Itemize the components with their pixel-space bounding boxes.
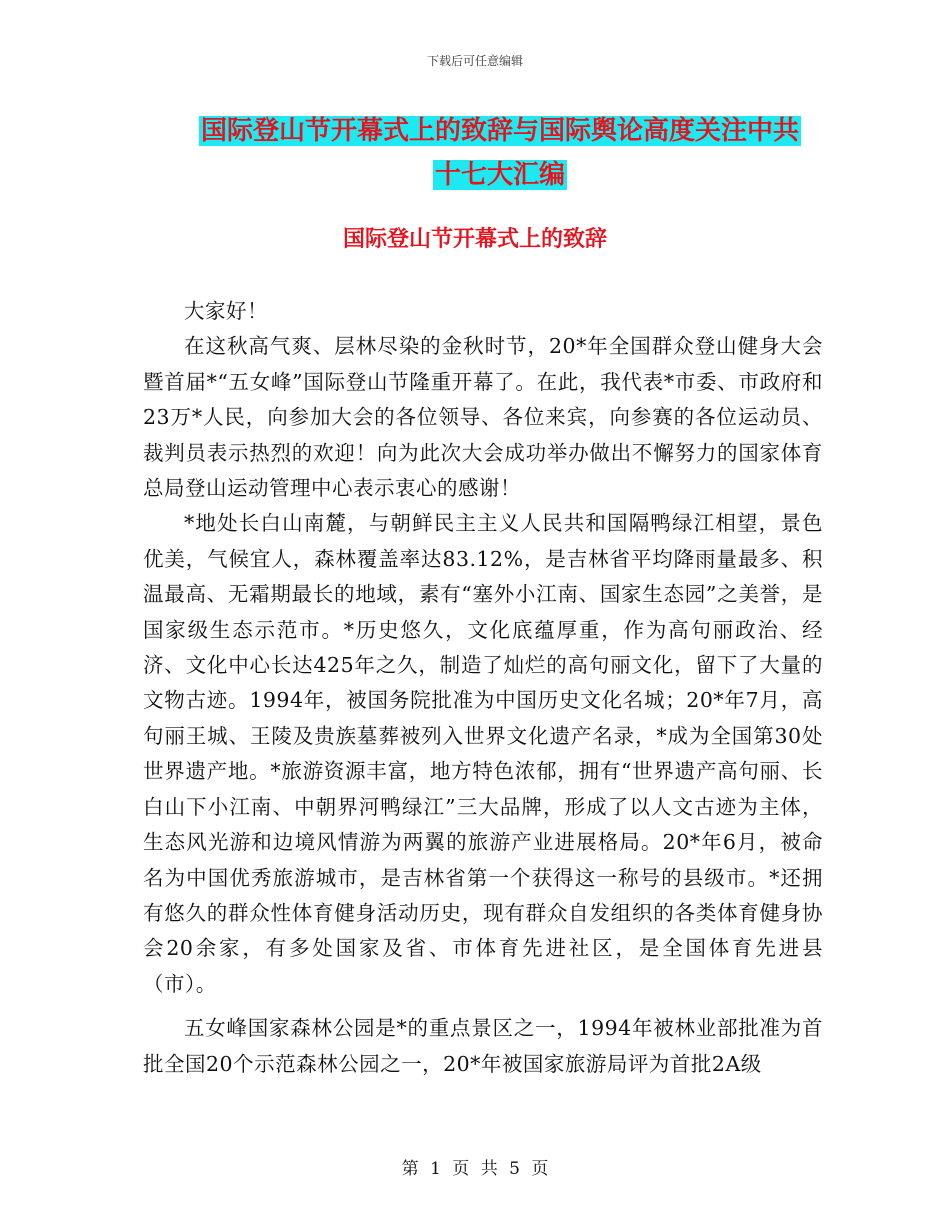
section-title: 国际登山节开幕式上的致辞: [342, 226, 607, 252]
greeting-paragraph: 大家好！: [184, 299, 268, 323]
document-title-line-2: 十七大汇编: [434, 160, 565, 190]
document-title-line-1: 国际登山节开幕式上的致辞与国际舆论高度关注中共: [200, 116, 799, 146]
document-title: [190, 109, 810, 197]
page-number: 第 1 页 共 5 页: [401, 1159, 549, 1179]
document-body: [143, 294, 823, 1082]
park-paragraph: 五女峰国家森林公园是*的重点景区之一，1994年被林业部批准为首批全国20个示范森林公园之一，20*年被国家旅游局评为首批2A级: [143, 1016, 823, 1076]
header-note: 下载后可任意编辑: [426, 54, 523, 68]
opening-paragraph: 在这秋高气爽、层林尽染的金秋时节，20*年全国群众登山健身大会暨首届*“五女峰”国际登山节隆重开幕了。在此，我代表*市委、市政府和23万*人民，向参加大会的各位领导、各位来宾，向参赛的各位运动员、裁判员表示热烈的欢迎！向为此次大会成功举办做出不懈努力的国家体育总局登山运动管理中心表示衷心的感谢！: [143, 334, 823, 501]
city-intro-paragraph: *地处长白山南麓，与朝鲜民主主义人民共和国隔鸭绿江相望，景色优美，气候宜人，森林覆盖率达83.12%，是吉林省平均降雨量最多、积温最高、无霜期最长的地域，素有“塞外小江南、国家生态园”之美誉，是国家级生态示范市。*历史悠久，文化底蕴厚重，作为高句丽政治、经济、文化中心长达425年之久，制造了灿烂的高句丽文化，留下了大量的文物古迹。1994年，被国务院批准为中国历史文化名城；20*年7月，高句丽王城、王陵及贵族墓葬被列入世界文化遗产名录，*成为全国第30处世界遗产地。*旅游资源丰富，地方特色浓郁，拥有“世界遗产高句丽、长白山下小江南、中朝界河鸭绿江”三大品牌，形成了以人文古迹为主体，生态风光游和边境风情游为两翼的旅游产业进展格局。20*年6月，被命名为中国优秀旅游城市，是吉林省第一个获得这一称号的县级市。*还拥有悠久的群众性体育健身活动历史，现有群众自发组织的各类体育健身协会20余家，有多处国家及省、市体育先进社区，是全国体育先进县（市）。: [143, 511, 823, 996]
